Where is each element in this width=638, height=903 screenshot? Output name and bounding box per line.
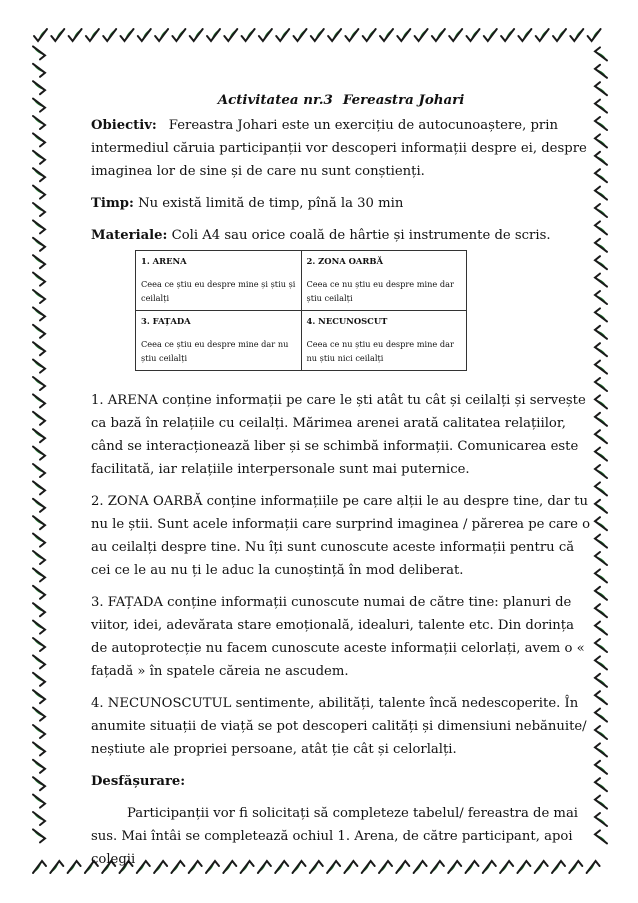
border-checkmark-icon (595, 82, 607, 95)
border-checkmark-icon (595, 291, 607, 304)
cell-heading: 2. ZONA OARBĂ (306, 256, 383, 266)
border-checkmark-icon (33, 742, 45, 755)
materials-label: Materiale: (91, 228, 168, 243)
border-checkmark-icon (484, 29, 497, 41)
border-checkmark-icon (34, 29, 47, 41)
border-checkmark-icon (595, 726, 607, 739)
border-checkmark-icon (501, 29, 514, 41)
table-cell-arena (136, 251, 302, 311)
border-checkmark-icon (595, 743, 607, 756)
time-paragraph (91, 192, 591, 215)
border-checkmark-icon (588, 29, 601, 41)
border-checkmark-icon (595, 656, 607, 669)
time-label: Timp: (91, 196, 134, 211)
border-checkmark-icon (595, 134, 607, 147)
table-cell-zona-oarba (301, 251, 467, 311)
border-checkmark-icon (207, 29, 220, 41)
border-checkmark-icon (595, 395, 607, 408)
border-checkmark-icon (121, 29, 134, 41)
border-checkmark-icon (595, 187, 607, 200)
border-checkmark-icon (595, 552, 607, 565)
border-checkmark-icon (155, 29, 168, 41)
border-checkmark-icon (449, 29, 462, 41)
border-checkmark-icon (595, 274, 607, 287)
border-checkmark-icon (595, 47, 607, 60)
border-checkmark-icon (33, 186, 45, 199)
border-checkmark-icon (33, 516, 45, 529)
border-checkmark-icon (33, 394, 45, 407)
border-checkmark-icon (33, 481, 45, 494)
desfasurare-label: Desfășurare: (91, 774, 186, 789)
border-checkmark-icon (595, 813, 607, 826)
border-checkmark-icon (33, 99, 45, 112)
border-checkmark-icon (33, 133, 45, 146)
border-checkmark-icon (33, 568, 45, 581)
fatada-paragraph: 3. FAȚADA conține informații cunoscute numai de către tine: planuri de viitor, idei, adevărata stare emoțională, idealuri, talente etc. Din dorința de autoprotecție nu facem cunoscute aceste informații celorlați, avem o « fațadă » în spatele căreia ne ascudem. (91, 595, 585, 679)
border-checkmark-icon (311, 29, 324, 41)
border-checkmark-icon (595, 239, 607, 252)
border-checkmark-icon (345, 29, 358, 41)
border-checkmark-icon (380, 29, 393, 41)
border-checkmark-icon (595, 569, 607, 582)
cell-text: Ceea ce nu știu eu despre mine dar știu ceilalți (306, 279, 454, 303)
border-checkmark-icon (33, 412, 45, 425)
border-checkmark-icon (33, 760, 45, 773)
border-checkmark-icon (33, 534, 45, 547)
border-checkmark-icon (595, 465, 607, 478)
time-text: Nu există limită de timp, pînă la 30 min (138, 196, 404, 211)
border-checkmark-icon (50, 861, 63, 873)
border-checkmark-icon (595, 622, 607, 635)
border-checkmark-icon (33, 638, 45, 651)
desfasurare-heading (91, 770, 591, 793)
border-checkmark-icon (33, 725, 45, 738)
cell-heading: 4. NECUNOSCUT (306, 316, 388, 326)
document-title (91, 88, 591, 112)
border-checkmark-icon (33, 551, 45, 564)
border-checkmark-icon (595, 152, 607, 165)
cell-heading: 3. FAȚADA (141, 316, 191, 326)
border-checkmark-icon (397, 29, 410, 41)
objective-paragraph (91, 114, 591, 183)
border-checkmark-icon (294, 29, 307, 41)
border-checkmark-icon (518, 29, 531, 41)
activity-number: Activitatea nr.3 (217, 92, 333, 108)
border-checkmark-icon (33, 307, 45, 320)
border-checkmark-icon (595, 517, 607, 530)
border-checkmark-icon (33, 46, 45, 59)
border-checkmark-icon (224, 29, 237, 41)
document-body (91, 88, 591, 880)
border-checkmark-icon (33, 655, 45, 668)
border-checkmark-icon (595, 674, 607, 687)
border-checkmark-icon (595, 256, 607, 269)
border-checkmark-icon (33, 621, 45, 634)
border-checkmark-icon (595, 796, 607, 809)
border-checkmark-icon (138, 29, 151, 41)
table-cell-necunoscut (301, 311, 467, 371)
border-checkmark-icon (33, 116, 45, 129)
border-checkmark-icon (467, 29, 480, 41)
cell-heading: 1. ARENA (141, 256, 187, 266)
materials-text: Coli A4 sau orice coală de hârtie și instrumente de scris. (171, 228, 551, 243)
border-checkmark-icon (33, 360, 45, 373)
border-checkmark-icon (595, 639, 607, 652)
border-checkmark-icon (432, 29, 445, 41)
border-checkmark-icon (33, 81, 45, 94)
border-checkmark-icon (595, 482, 607, 495)
border-checkmark-icon (595, 204, 607, 217)
border-checkmark-icon (595, 448, 607, 461)
border-checkmark-icon (33, 690, 45, 703)
border-checkmark-icon (68, 861, 81, 873)
cell-text: Ceea ce nu știu eu despre mine dar nu știu nici ceilalți (306, 339, 454, 363)
border-checkmark-icon (33, 673, 45, 686)
border-checkmark-icon (595, 326, 607, 339)
border-checkmark-icon (86, 29, 99, 41)
activity-name: Fereastra Johari (342, 92, 465, 108)
border-checkmark-icon (536, 29, 549, 41)
materials-paragraph (91, 224, 591, 247)
border-checkmark-icon (595, 691, 607, 704)
border-checkmark-icon (69, 29, 82, 41)
zona-oarba-paragraph: 2. ZONA OARBĂ conține informațiile pe care alții le au despre tine, dar tu nu le știi. Sunt acele informații care surprind imaginea / părerea pe care o au ceilalți despre tine. Nu îți sunt cunoscute aceste informații pentru că cei ce le au nu ți le aduc la cunoștință în mod deliberat. (91, 494, 591, 578)
border-checkmark-icon (595, 778, 607, 791)
border-checkmark-icon (33, 447, 45, 460)
border-checkmark-icon (595, 221, 607, 234)
border-checkmark-icon (33, 812, 45, 825)
border-checkmark-icon (33, 464, 45, 477)
border-checkmark-icon (33, 290, 45, 303)
border-checkmark-icon (595, 709, 607, 722)
border-checkmark-icon (595, 604, 607, 617)
desfasurare-paragraph: Participanții vor fi solicitați să completeze tabelul/ fereastra de mai sus. Mai întâi se completează ochiul 1. Arena, de către participant, apoi colegii (91, 806, 579, 867)
border-checkmark-icon (33, 795, 45, 808)
johari-window-table (135, 250, 467, 371)
border-checkmark-icon (595, 343, 607, 356)
border-checkmark-icon (570, 29, 583, 41)
border-checkmark-icon (595, 587, 607, 600)
border-checkmark-icon (33, 586, 45, 599)
border-checkmark-icon (33, 829, 45, 842)
border-checkmark-icon (51, 29, 64, 41)
border-checkmark-icon (595, 117, 607, 130)
objective-text: Fereastra Johari este un exercițiu de autocunoaștere, prin intermediul căruia participanții vor descoperi informații despre ei, despre imaginea lor de sine și de care nu sunt conștienți. (91, 118, 587, 179)
border-checkmark-icon (595, 169, 607, 182)
border-checkmark-icon (33, 203, 45, 216)
border-checkmark-icon (33, 603, 45, 616)
border-checkmark-icon (553, 29, 566, 41)
border-checkmark-icon (595, 413, 607, 426)
necunoscut-paragraph: 4. NECUNOSCUTUL sentimente, abilități, talente încă nedescoperite. În anumite situații de viață se pot descoperi calități și dimensiuni nebănuite/ neștiute ale propriei persoane, atât ție cât și celorlalți. (91, 696, 587, 757)
border-checkmark-icon (33, 342, 45, 355)
border-checkmark-icon (33, 429, 45, 442)
border-checkmark-icon (33, 220, 45, 233)
border-checkmark-icon (33, 499, 45, 512)
border-checkmark-icon (33, 151, 45, 164)
border-checkmark-icon (595, 500, 607, 513)
border-checkmark-icon (595, 361, 607, 374)
border-checkmark-icon (33, 255, 45, 268)
cell-text: Ceea ce știu eu despre mine și știu și ceilalți (141, 279, 296, 303)
border-checkmark-icon (190, 29, 203, 41)
border-checkmark-icon (33, 168, 45, 181)
border-checkmark-icon (33, 708, 45, 721)
border-checkmark-icon (242, 29, 255, 41)
border-checkmark-icon (259, 29, 272, 41)
border-checkmark-icon (33, 64, 45, 77)
border-checkmark-icon (595, 308, 607, 321)
border-checkmark-icon (595, 761, 607, 774)
border-checkmark-icon (33, 238, 45, 251)
border-checkmark-icon (276, 29, 289, 41)
table-cell-fatada (136, 311, 302, 371)
arena-paragraph: 1. ARENA conține informații pe care le ști atât tu cât și ceilalți și servește ca bază în relațiile cu ceilalți. Mărimea arenei arată calitatea relațiilor, când se interacționează liber și se schimbă informații. Comunicarea este facilitată, iar relațiile interpersonale sunt mai puternice. (91, 393, 586, 477)
border-checkmark-icon (363, 29, 376, 41)
border-checkmark-icon (33, 273, 45, 286)
border-checkmark-icon (172, 29, 185, 41)
border-checkmark-icon (328, 29, 341, 41)
border-checkmark-icon (595, 100, 607, 113)
border-checkmark-icon (103, 29, 116, 41)
border-checkmark-icon (33, 777, 45, 790)
border-checkmark-icon (33, 377, 45, 390)
border-checkmark-icon (595, 830, 607, 843)
border-checkmark-icon (33, 325, 45, 338)
border-checkmark-icon (595, 430, 607, 443)
border-checkmark-icon (595, 535, 607, 548)
objective-label: Obiectiv: (91, 118, 157, 133)
border-checkmark-icon (595, 378, 607, 391)
border-checkmark-icon (595, 65, 607, 78)
border-checkmark-icon (33, 861, 46, 873)
cell-text: Ceea ce știu eu despre mine dar nu știu ceilalți (141, 339, 289, 363)
border-checkmark-icon (415, 29, 428, 41)
